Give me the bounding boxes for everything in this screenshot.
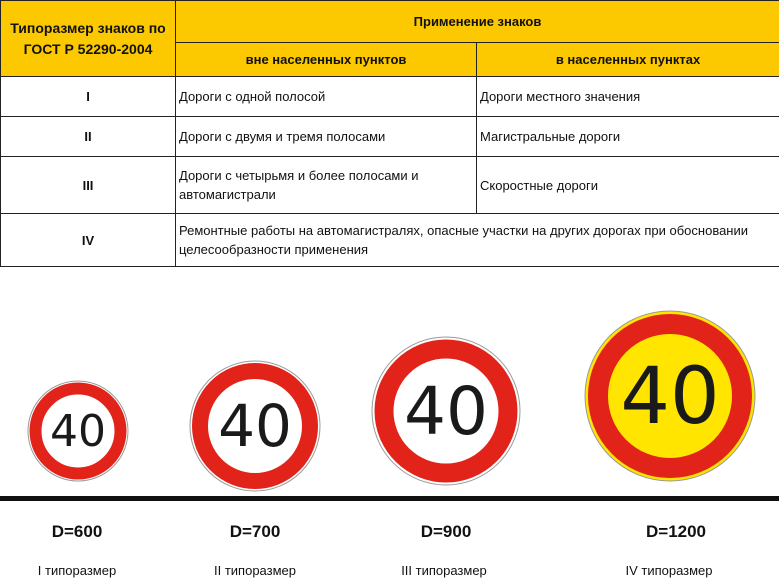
size-cell: II: [1, 117, 176, 157]
size-type-label: II типоразмер: [214, 563, 296, 578]
inside-cell: Магистральные дороги: [477, 117, 779, 157]
usage-column-header: Применение знаков: [176, 1, 779, 43]
outside-cell: Дороги с четырьмя и более полосами и автомагистрали: [176, 157, 477, 214]
ground-line: [0, 496, 779, 501]
inside-cell: Скоростные дороги: [477, 157, 779, 214]
combined-usage-cell: Ремонтные работы на автомагистралях, опасные участки на других дорогах при обосновании целесообразности применения: [176, 214, 779, 267]
table-row: [1, 117, 779, 157]
size-cell: III: [1, 157, 176, 214]
temporary-speed-limit-sign-1200: [584, 310, 756, 482]
diameter-label: D=600: [51, 522, 103, 541]
diameter-label: D=900: [420, 522, 472, 541]
speed-number: 40: [50, 406, 106, 457]
speed-number: 40: [404, 373, 488, 450]
outside-cell: Дороги с одной полосой: [176, 77, 477, 117]
speed-limit-sign-600: [27, 380, 129, 482]
table-row: [1, 77, 779, 117]
size-column-header: Типоразмер знаков по ГОСТ Р 52290-2004: [1, 1, 176, 77]
speed-limit-sign-900: [371, 336, 521, 486]
size-cell: IV: [1, 214, 176, 267]
size-cell: I: [1, 77, 176, 117]
speed-number: 40: [620, 352, 720, 442]
size-type-label: I типоразмер: [37, 563, 117, 578]
diameter-label: D=700: [229, 522, 281, 541]
size-type-label: III типоразмер: [401, 563, 487, 578]
speed-limit-sign-700: [189, 360, 321, 492]
outside-cell: Дороги с двумя и тремя полосами: [176, 117, 477, 157]
table-row: [1, 157, 779, 214]
diameter-label: D=1200: [645, 522, 707, 541]
inside-cell: Дороги местного значения: [477, 77, 779, 117]
size-type-label: IV типоразмер: [625, 563, 713, 578]
speed-number: 40: [218, 392, 292, 460]
table-row: [1, 214, 779, 267]
sign-size-table: [0, 0, 779, 267]
inside-settlements-header: в населенных пунктах: [477, 43, 779, 77]
outside-settlements-header: вне населенных пунктов: [176, 43, 477, 77]
